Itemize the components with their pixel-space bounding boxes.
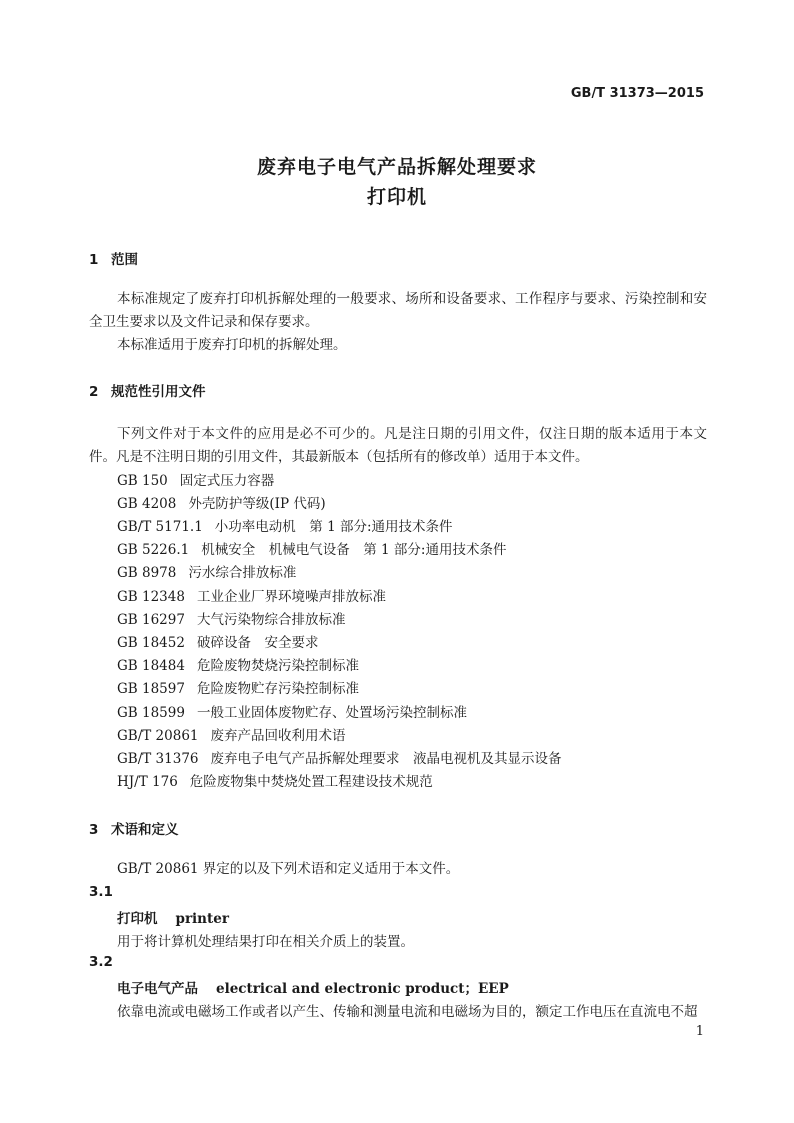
reference-title: 破碎设备 安全要求 xyxy=(196,635,319,651)
term-definition: 依靠电流或电磁场工作或者以产生、传输和测量电流和电磁场为目的，额定工作电压在直流电不超 xyxy=(117,1004,698,1020)
reference-code: GB 18452 xyxy=(117,635,185,651)
reference-item xyxy=(117,677,359,697)
reference-item xyxy=(117,631,318,651)
reference-title: 大气污染物综合排放标准 xyxy=(196,612,346,628)
reference-code: GB 150 xyxy=(117,473,168,489)
reference-title: 危险废物集中焚烧处置工程建设技术规范 xyxy=(189,774,433,790)
reference-item xyxy=(117,515,453,535)
reference-item xyxy=(117,701,467,721)
reference-item xyxy=(117,538,506,558)
term-definition: 用于将计算机处理结果打印在相关介质上的装置。 xyxy=(117,934,414,950)
scope-paragraph-2: 本标准适用于废弃打印机的拆解处理。 xyxy=(117,337,347,353)
reference-title: 危险废物贮存污染控制标准 xyxy=(196,681,359,697)
section-3-heading xyxy=(89,818,179,838)
term-heading xyxy=(117,977,509,997)
normative-references-intro: 下列文件对于本文件的应用是必不可少的。凡是注日期的引用文件，仅注日期的版本适用于本文件。凡是不注明日期的引用文件，其最新版本（包括所有的修改单）适用于本文件。 xyxy=(89,426,707,465)
reference-code: GB/T 5171.1 xyxy=(117,519,203,535)
reference-item xyxy=(117,654,359,674)
reference-title: 废弃产品回收利用术语 xyxy=(210,728,346,744)
reference-item xyxy=(117,724,346,744)
scope-paragraph-1: 本标准规定了废弃打印机拆解处理的一般要求、场所和设备要求、工作程序与要求、污染控制和安全卫生要求以及文件记录和保存要求。 xyxy=(89,291,707,330)
reference-item xyxy=(117,770,433,790)
reference-title: 废弃电子电气产品拆解处理要求 液晶电视机及其显示设备 xyxy=(210,751,562,767)
document-title: 废弃电子电气产品拆解处理要求 xyxy=(256,156,537,178)
reference-item xyxy=(117,561,296,581)
page-number: 1 xyxy=(695,1024,704,1039)
document-subtitle: 打印机 xyxy=(366,186,427,208)
section-number: 1 xyxy=(89,252,99,268)
term-en: printer xyxy=(175,911,229,927)
section-2-heading xyxy=(89,380,206,400)
section-title: 规范性引用文件 xyxy=(111,384,206,400)
reference-title: 机械安全 机械电气设备 第 1 部分:通用技术条件 xyxy=(201,542,507,558)
reference-title: 外壳防护等级(IP 代码) xyxy=(188,496,326,512)
reference-code: GB 12348 xyxy=(117,589,185,605)
reference-item xyxy=(117,608,345,628)
section-number: 2 xyxy=(89,384,99,400)
reference-item xyxy=(117,469,274,489)
standard-code-header: GB/T 31373—2015 xyxy=(570,86,704,101)
reference-code: GB 18597 xyxy=(117,681,185,697)
reference-title: 污水综合排放标准 xyxy=(188,565,297,581)
reference-code: GB 16297 xyxy=(117,612,185,628)
section-number: 3 xyxy=(89,822,99,838)
reference-title: 固定式压力容器 xyxy=(179,473,275,489)
term-heading xyxy=(117,907,229,927)
reference-code: HJ/T 176 xyxy=(117,774,178,790)
reference-code: GB 4208 xyxy=(117,496,177,512)
section-title: 术语和定义 xyxy=(111,822,179,838)
reference-title: 小功率电动机 第 1 部分:通用技术条件 xyxy=(214,519,453,535)
section-title: 范围 xyxy=(111,252,138,268)
section-1-heading xyxy=(89,248,138,268)
term-number: 3.1 xyxy=(89,884,113,900)
reference-title: 工业企业厂界环境噪声排放标准 xyxy=(196,589,386,605)
reference-code: GB 8978 xyxy=(117,565,177,581)
term-zh: 电子电气产品 xyxy=(117,981,198,997)
reference-code: GB/T 31376 xyxy=(117,751,199,767)
terms-intro: GB/T 20861 界定的以及下列术语和定义适用于本文件。 xyxy=(117,861,460,877)
reference-code: GB 18484 xyxy=(117,658,185,674)
reference-item xyxy=(117,492,326,512)
term-zh: 打印机 xyxy=(117,911,158,927)
reference-title: 一般工业固体废物贮存、处置场污染控制标准 xyxy=(196,705,467,721)
reference-code: GB 18599 xyxy=(117,705,185,721)
reference-code: GB/T 20861 xyxy=(117,728,199,744)
reference-item xyxy=(117,747,562,767)
reference-item xyxy=(117,585,386,605)
reference-title: 危险废物焚烧污染控制标准 xyxy=(196,658,359,674)
term-number: 3.2 xyxy=(89,954,113,970)
term-en: electrical and electronic product；EEP xyxy=(216,981,509,997)
reference-code: GB 5226.1 xyxy=(117,542,190,558)
